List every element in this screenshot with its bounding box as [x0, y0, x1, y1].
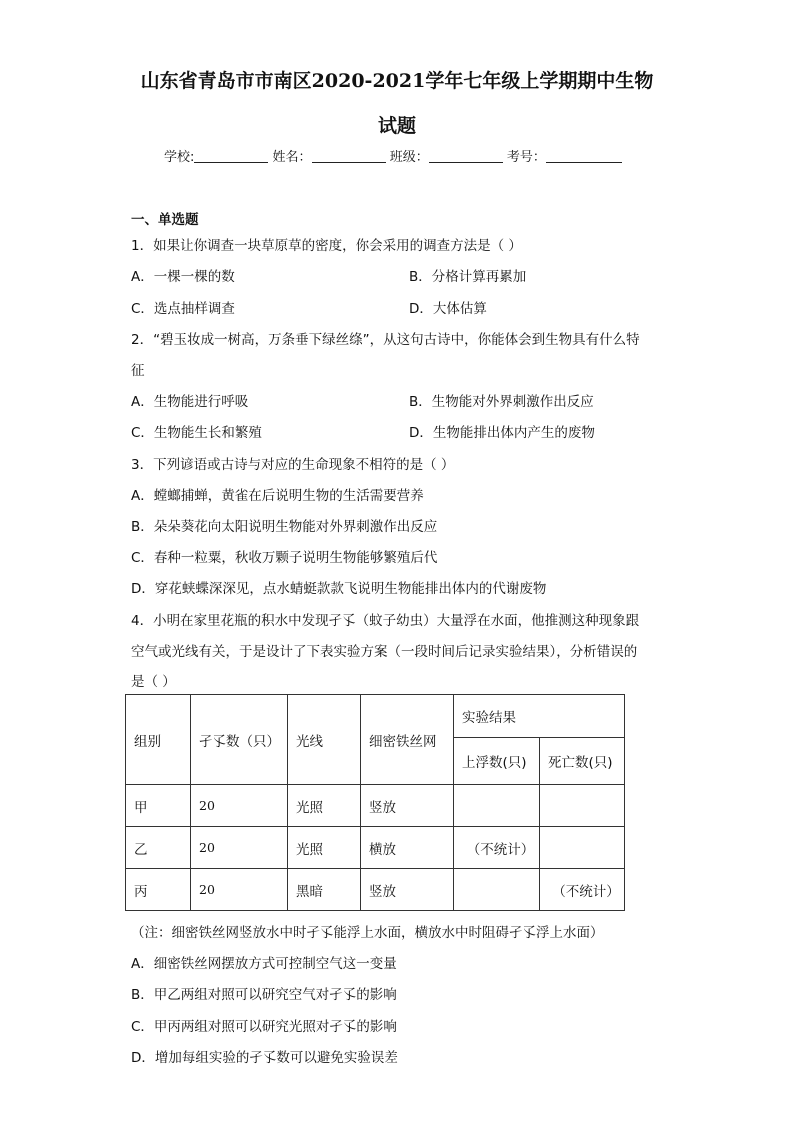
question-4-option-c: C．甲丙两组对照可以研究光照对孑孓的影响 [131, 1019, 397, 1035]
page-title-line-1: 山东省青岛市市南区2020-2021学年七年级上学期期中生物 [140, 70, 654, 92]
header-group: 组别 [126, 695, 191, 785]
exam-number-blank[interactable] [546, 148, 622, 163]
question-1-stem: 1．如果让你调查一块草原草的密度，你会采用的调查方法是（ ） [131, 238, 522, 254]
class-label: 班级： [389, 150, 429, 165]
question-2-option-b: B．生物能对外界刺激作出反应 [409, 394, 594, 410]
question-4-option-d: D．增加每组实验的孑孓数可以避免实验误差 [131, 1050, 398, 1066]
cell-mesh: 竖放 [361, 869, 454, 911]
name-blank[interactable] [312, 148, 386, 163]
name-label: 姓名： [272, 150, 312, 165]
school-label: 学校: [164, 150, 195, 165]
page-title-line-2: 试题 [377, 115, 416, 137]
question-4-stem-line-1: 4．小明在家里花瓶的积水中发现孑孓（蚊子幼虫）大量浮在水面，他推测这种现象跟 [131, 613, 640, 629]
question-4-stem-line-2: 空气或光线有关，于是设计了下表实验方案（一段时间后记录实验结果），分析错误的 [131, 644, 638, 660]
exam-number-label: 考号： [506, 150, 546, 165]
header-results: 实验结果 [454, 695, 625, 738]
question-2-option-c: C．生物能生长和繁殖 [131, 425, 262, 441]
cell-light: 光照 [288, 785, 361, 827]
question-3-option-b: B．朵朵葵花向太阳说明生物能对外界刺激作出反应 [131, 519, 438, 535]
question-1-option-b: B．分格计算再累加 [409, 269, 527, 285]
cell-float [454, 869, 540, 911]
question-1-option-a: A．一棵一棵的数 [131, 269, 235, 285]
class-blank[interactable] [429, 148, 503, 163]
cell-count: 20 [191, 869, 288, 911]
question-1-option-d: D．大体估算 [409, 301, 487, 317]
cell-count: 20 [191, 827, 288, 869]
cell-dead [540, 785, 625, 827]
cell-float [454, 785, 540, 827]
header-light: 光线 [288, 695, 361, 785]
cell-float: （不统计） [454, 827, 540, 869]
table-row [126, 869, 625, 911]
cell-mesh: 竖放 [361, 785, 454, 827]
question-2-stem-line-1: 2．“碧玉妆成一树高，万条垂下绿丝绦”，从这句古诗中，你能体会到生物具有什么特 [131, 332, 640, 348]
experiment-table [125, 694, 625, 911]
cell-mesh: 横放 [361, 827, 454, 869]
school-blank[interactable] [194, 148, 268, 163]
question-3-option-a: A．螳螂捕蝉，黄雀在后说明生物的生活需要营养 [131, 488, 424, 504]
cell-group: 甲 [126, 785, 191, 827]
question-1-option-c: C．选点抽样调查 [131, 301, 235, 317]
student-info-row [164, 146, 622, 165]
question-4-option-b: B．甲乙两组对照可以研究空气对孑孓的影响 [131, 987, 397, 1003]
cell-dead: （不统计） [540, 869, 625, 911]
header-larvae-count: 孑孓数（只） [191, 695, 288, 785]
question-2-option-d: D．生物能排出体内产生的废物 [409, 425, 595, 441]
table-row [126, 827, 625, 869]
cell-dead [540, 827, 625, 869]
table-note: （注：细密铁丝网竖放水中时孑孓能浮上水面，横放水中时阻碍孑孓浮上水面） [131, 925, 604, 941]
cell-count: 20 [191, 785, 288, 827]
question-2-stem-line-2: 征 [131, 363, 145, 379]
question-2-option-a: A．生物能进行呼吸 [131, 394, 249, 410]
question-3-stem: 3．下列谚语或古诗与对应的生命现象不相符的是（ ） [131, 457, 455, 473]
question-4-stem-line-3: 是（ ） [131, 674, 176, 690]
section-heading: 一、单选题 [131, 212, 199, 228]
cell-light: 黑暗 [288, 869, 361, 911]
header-float-count: 上浮数(只) [454, 738, 540, 785]
header-mesh: 细密铁丝网 [361, 695, 454, 785]
cell-group: 丙 [126, 869, 191, 911]
question-4-option-a: A．细密铁丝网摆放方式可控制空气这一变量 [131, 956, 397, 972]
cell-light: 光照 [288, 827, 361, 869]
cell-group: 乙 [126, 827, 191, 869]
question-3-option-c: C．春种一粒粟，秋收万颗子说明生物能够繁殖后代 [131, 550, 438, 566]
header-dead-count: 死亡数(只) [540, 738, 625, 785]
table-row [126, 785, 625, 827]
question-3-option-d: D．穿花蛱蝶深深见，点水蜻蜓款款飞说明生物能排出体内的代谢废物 [131, 581, 547, 597]
